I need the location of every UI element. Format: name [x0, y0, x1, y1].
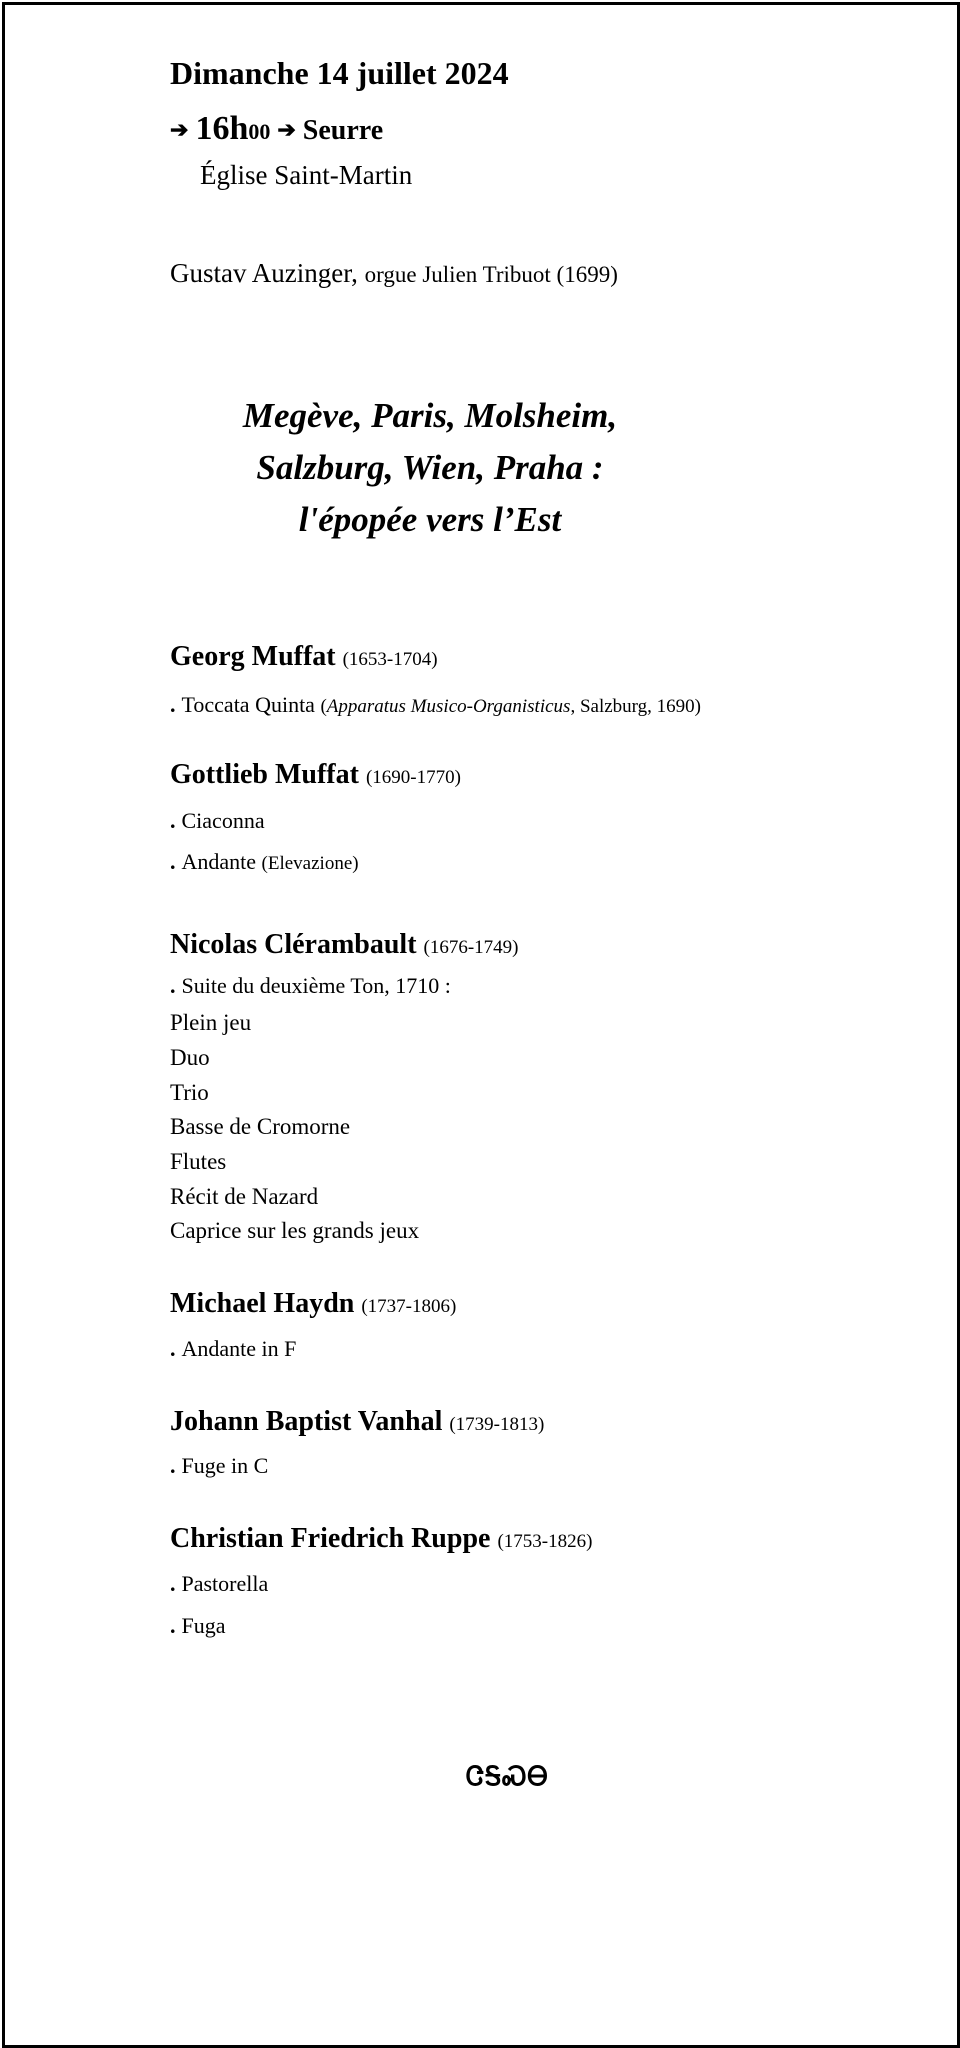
piece-title: Andante	[181, 849, 257, 874]
movement-item: Duo	[170, 1045, 210, 1070]
piece-note-italic: Apparatus Musico-Organisticus	[326, 696, 571, 717]
concert-venue: Église Saint-Martin	[200, 160, 413, 190]
performer-line	[170, 258, 618, 289]
bullet-icon: .	[170, 973, 176, 998]
composer-heading	[170, 1406, 544, 1438]
bullet-icon: .	[170, 1453, 176, 1478]
piece-title: Andante in F	[181, 1336, 297, 1361]
piece-item	[170, 1571, 268, 1597]
piece-title: Ciaconna	[181, 808, 265, 833]
piece-item	[170, 849, 359, 875]
concert-hour: 16h	[195, 110, 249, 147]
bullet-icon: .	[170, 849, 176, 874]
performer-name: Gustav Auzinger,	[170, 258, 358, 288]
piece-note: (Elevazione)	[261, 853, 359, 874]
composer-name: Georg Muffat	[170, 641, 336, 672]
bullet-icon: .	[170, 808, 176, 833]
time-and-city	[170, 110, 383, 148]
composer-name: Gottlieb Muffat	[170, 759, 359, 790]
movement-item: Caprice sur les grands jeux	[170, 1218, 420, 1243]
composer-name: Michael Haydn	[170, 1288, 355, 1319]
composer-dates: (1753-1826)	[497, 1531, 593, 1552]
piece-title: Fuge in C	[181, 1453, 269, 1478]
composer-heading	[170, 1523, 592, 1555]
bullet-icon: .	[170, 692, 176, 717]
composer-name: Johann Baptist Vanhal	[170, 1406, 443, 1437]
composer-heading	[170, 641, 438, 673]
concert-date: Dimanche 14 juillet 2024	[170, 55, 509, 91]
bullet-icon: .	[170, 1613, 176, 1638]
program-title	[150, 390, 710, 546]
composer-heading	[170, 759, 461, 791]
piece-item	[170, 692, 701, 718]
program-title-line: l'épopée vers l’Est	[298, 500, 562, 539]
piece-item	[170, 973, 451, 999]
composer-heading	[170, 929, 519, 961]
composer-dates: (1737-1806)	[361, 1296, 457, 1317]
concert-minutes: 00	[248, 119, 271, 144]
movement-item: Basse de Cromorne	[170, 1114, 351, 1139]
performer-instrument: orgue Julien Tribuot (1699)	[364, 262, 618, 287]
piece-title: Fuga	[181, 1613, 226, 1638]
composer-dates: (1653-1704)	[342, 649, 438, 670]
composer-dates: (1676-1749)	[423, 937, 519, 958]
movement-item: Récit de Nazard	[170, 1184, 319, 1209]
piece-title: Pastorella	[181, 1571, 269, 1596]
bullet-icon: .	[170, 1336, 176, 1361]
composer-dates: (1739-1813)	[449, 1414, 545, 1435]
composer-dates: (1690-1770)	[365, 767, 461, 788]
program-title-line: Salzburg, Wien, Praha :	[256, 448, 604, 487]
concert-city: Seurre	[302, 115, 384, 146]
movement-item: Trio	[170, 1080, 209, 1105]
piece-item	[170, 1613, 226, 1639]
piece-title: Suite du deuxième Ton, 1710 :	[181, 973, 451, 998]
movement-item: Plein jeu	[170, 1010, 252, 1035]
composer-name: Nicolas Clérambault	[170, 929, 417, 960]
composer-name: Christian Friedrich Ruppe	[170, 1523, 491, 1554]
ornament-flourish: ᏣᎦᏍᎾ	[466, 1762, 549, 1791]
bullet-icon: .	[170, 1571, 176, 1596]
composer-heading	[170, 1288, 456, 1320]
piece-item	[170, 1453, 268, 1479]
program-title-line: Megève, Paris, Molsheim,	[242, 396, 618, 435]
piece-title: Toccata Quinta	[181, 692, 315, 717]
page-border	[2, 2, 960, 2048]
movement-item: Flutes	[170, 1149, 227, 1174]
arrow-right-icon: ➔	[277, 117, 296, 142]
piece-note: (Apparatus Musico-Organisticus, Salzburg, 1690)	[320, 696, 701, 717]
piece-item	[170, 808, 265, 834]
arrow-right-icon: ➔	[170, 117, 189, 142]
piece-item	[170, 1336, 296, 1362]
